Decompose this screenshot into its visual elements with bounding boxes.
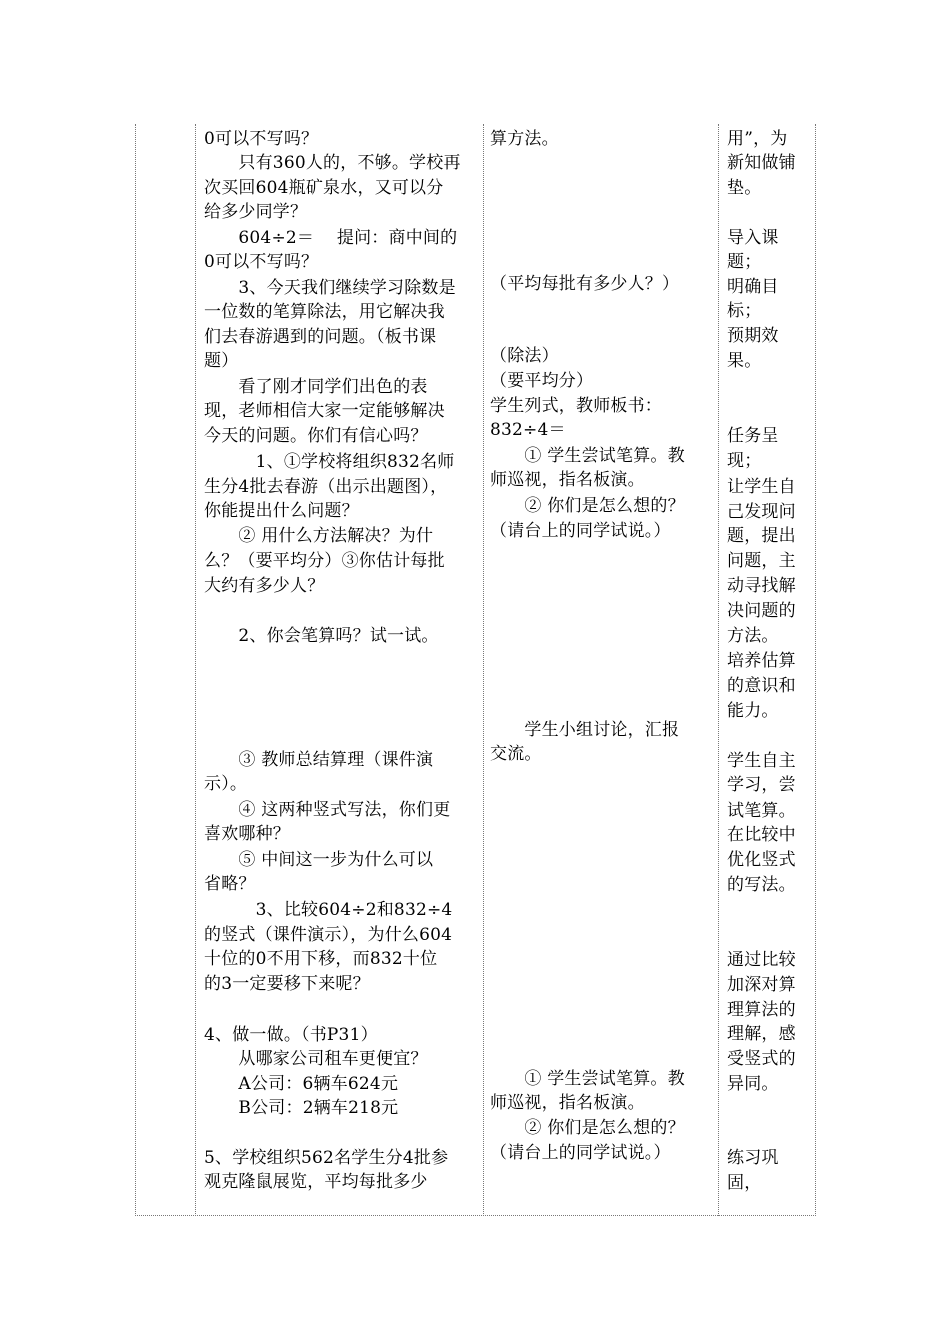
table-border-right bbox=[815, 124, 816, 1216]
intent-line: 学习，尝 bbox=[727, 775, 796, 795]
intent-line: 用”，为 bbox=[727, 129, 788, 149]
student-line: ② 你们是怎么想的？ bbox=[490, 496, 685, 516]
intent-line: 题，提出 bbox=[727, 526, 796, 546]
content-line: ⑤ 中间这一步为什么可以 bbox=[204, 850, 434, 870]
content-line: ④ 这两种竖式写法，你们更 bbox=[204, 800, 451, 820]
content-line: 省略？ bbox=[204, 874, 256, 894]
table-divider-2 bbox=[483, 124, 484, 1216]
content-line: 4、做一做。（书P31） bbox=[204, 1025, 378, 1045]
intent-line: 固， bbox=[727, 1173, 762, 1193]
student-line: （请台上的同学试说。） bbox=[490, 1143, 671, 1163]
student-line: 学生小组讨论，汇报 bbox=[490, 720, 680, 740]
content-line: 0可以不写吗？ bbox=[204, 252, 319, 272]
content-line: ② 用什么方法解决？为什 bbox=[204, 526, 434, 546]
intent-line: 受竖式的 bbox=[727, 1049, 796, 1069]
content-line: 3、比较604÷2和832÷4 bbox=[204, 900, 453, 920]
intent-line: 题； bbox=[727, 252, 762, 272]
student-line: 算方法。 bbox=[490, 129, 559, 149]
content-line: 现，老师相信大家一定能够解决 bbox=[204, 401, 445, 421]
student-line: 师巡视，指名板演。 bbox=[490, 470, 645, 490]
content-line: 0可以不写吗？ bbox=[204, 129, 319, 149]
intent-line: 决问题的 bbox=[727, 601, 796, 621]
student-line: （要平均分） bbox=[490, 371, 594, 391]
intent-line: 优化竖式 bbox=[727, 850, 796, 870]
intent-line: 方法。 bbox=[727, 626, 779, 646]
intent-line: 试笔算。 bbox=[727, 801, 796, 821]
content-line: 一位数的笔算除法，用它解决我 bbox=[204, 302, 445, 322]
intent-line: 练习巩 bbox=[727, 1148, 779, 1168]
content-line: 喜欢哪种？ bbox=[204, 824, 290, 844]
content-line: 生分4批去春游（出示出题图）， bbox=[204, 477, 448, 497]
intent-line: 问题，主 bbox=[727, 551, 796, 571]
table-divider-3 bbox=[718, 124, 719, 1216]
content-line: 的竖式（课件演示），为什么604 bbox=[204, 925, 453, 945]
intent-line: 能力。 bbox=[727, 701, 779, 721]
intent-line: 学生自主 bbox=[727, 751, 796, 771]
table-border-left bbox=[135, 124, 136, 1216]
intent-line: 的写法。 bbox=[727, 875, 796, 895]
content-line: A公司：6辆车624元 bbox=[204, 1074, 399, 1094]
content-line: 1、①学校将组织832名师 bbox=[204, 452, 455, 472]
content-line: 你能提出什么问题？ bbox=[204, 501, 359, 521]
intent-line: 明确目 bbox=[727, 277, 779, 297]
intent-line: 任务呈 bbox=[727, 426, 779, 446]
intent-line: 现； bbox=[727, 451, 762, 471]
intent-line: 培养估算 bbox=[727, 651, 796, 671]
content-line: 604÷2＝ 提问：商中间的 bbox=[204, 228, 458, 248]
student-line: ① 学生尝试笔算。教 bbox=[490, 1069, 685, 1089]
intent-line: 让学生自 bbox=[727, 477, 796, 497]
content-line: 只有360人的，不够。学校再 bbox=[204, 153, 461, 173]
content-line: 大约有多少人？ bbox=[204, 576, 325, 596]
student-line: ① 学生尝试笔算。教 bbox=[490, 446, 685, 466]
intent-line: 新知做铺 bbox=[727, 153, 796, 173]
student-line: （平均每批有多少人？） bbox=[490, 274, 680, 294]
intent-line: 标； bbox=[727, 301, 762, 321]
content-line: 次买回604瓶矿泉水，又可以分 bbox=[204, 178, 444, 198]
student-line: 学生列式，教师板书： bbox=[490, 396, 662, 416]
content-line: 2、你会笔算吗？试一试。 bbox=[204, 626, 439, 646]
content-line: 3、今天我们继续学习除数是 bbox=[204, 278, 456, 298]
content-line: 从哪家公司租车更便宜？ bbox=[204, 1049, 428, 1069]
table-divider-1 bbox=[195, 124, 196, 1216]
intent-line: 果。 bbox=[727, 351, 762, 371]
student-line: （除法） bbox=[490, 346, 559, 366]
content-line: B公司：2辆车218元 bbox=[204, 1098, 399, 1118]
content-line: 看了刚才同学们出色的表 bbox=[204, 377, 428, 397]
content-line: 们去春游遇到的问题。（板书课 bbox=[204, 327, 437, 347]
intent-line: 导入课 bbox=[727, 228, 779, 248]
intent-line: 动寻找解 bbox=[727, 576, 796, 596]
content-line: 么？（要平均分）③你估计每批 bbox=[204, 551, 445, 571]
student-line: 交流。 bbox=[490, 744, 542, 764]
content-line: 题） bbox=[204, 351, 239, 371]
content-line: 给多少同学？ bbox=[204, 202, 308, 222]
content-line: 观克隆鼠展览，平均每批多少 bbox=[204, 1172, 428, 1192]
intent-line: 加深对算 bbox=[727, 975, 796, 995]
intent-line: 己发现问 bbox=[727, 502, 796, 522]
intent-line: 垫。 bbox=[727, 178, 762, 198]
student-line: ② 你们是怎么想的？ bbox=[490, 1118, 685, 1138]
intent-line: 预期效 bbox=[727, 326, 779, 346]
intent-line: 异同。 bbox=[727, 1074, 779, 1094]
table-border-bottom bbox=[135, 1215, 816, 1216]
content-line: 今天的问题。你们有信心吗？ bbox=[204, 426, 428, 446]
intent-line: 的意识和 bbox=[727, 676, 796, 696]
intent-line: 理解，感 bbox=[727, 1024, 796, 1044]
content-line: 示）。 bbox=[204, 774, 248, 794]
student-line: 师巡视，指名板演。 bbox=[490, 1093, 645, 1113]
intent-line: 在比较中 bbox=[727, 825, 796, 845]
intent-line: 理算法的 bbox=[727, 1000, 796, 1020]
content-line: ③ 教师总结算理（课件演 bbox=[204, 750, 434, 770]
student-line: 832÷4＝ bbox=[490, 420, 566, 440]
student-line: （请台上的同学试说。） bbox=[490, 521, 671, 541]
content-line: 5、学校组织562名学生分4批参 bbox=[204, 1148, 449, 1168]
intent-line: 通过比较 bbox=[727, 950, 796, 970]
content-line: 的3一定要移下来呢？ bbox=[204, 974, 370, 994]
content-line: 十位的0不用下移，而832十位 bbox=[204, 949, 438, 969]
